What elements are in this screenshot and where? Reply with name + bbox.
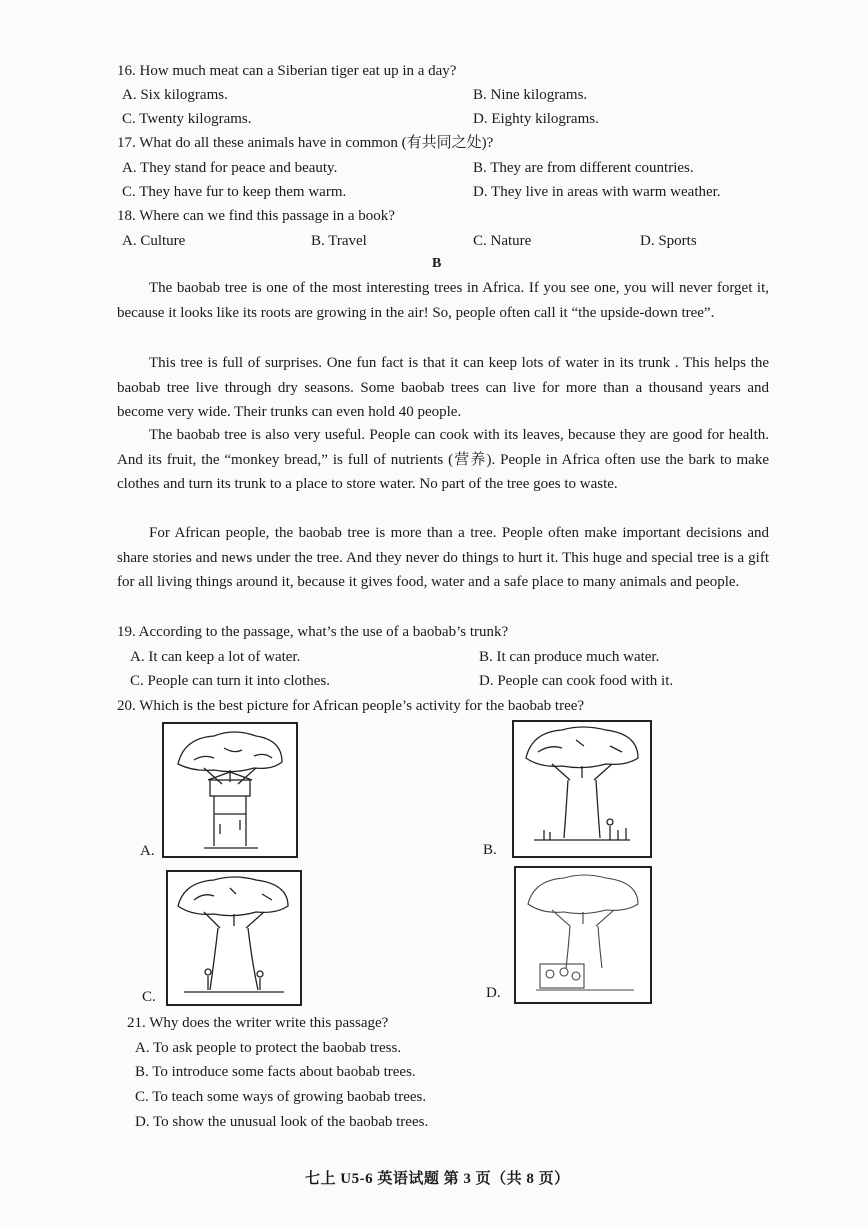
passage-text-3: The baobab tree is also very useful. People can cook with its leaves, because they are good for health. And its fruit, the “monkey bread,” is full of nutrients (营养). People in Africa often use the bark to make clothes and turn its trunk to a place to store water. No part of the tree goes to waste. <box>117 427 769 493</box>
q21-option-a[interactable]: A. To ask people to protect the baobab tress. <box>135 1040 402 1056</box>
passage-paragraph-1 <box>117 276 769 325</box>
question-20: 20. Which is the best picture for African people’s activity for the baobab tree? <box>117 698 585 714</box>
q17-option-b[interactable]: B. They are from different countries. <box>473 160 694 176</box>
q21-option-d[interactable]: D. To show the unusual look of the baobab trees. <box>135 1114 429 1130</box>
baobab-gathering-illustration <box>168 872 300 1004</box>
q17-option-d[interactable]: D. They live in areas with warm weather. <box>473 184 721 200</box>
picture-d-label: D. <box>486 985 501 1001</box>
picture-c-label: C. <box>142 989 156 1005</box>
q18-option-b[interactable]: B. Travel <box>311 233 367 249</box>
q21-option-c[interactable]: C. To teach some ways of growing baobab trees. <box>135 1089 427 1105</box>
baobab-people-illustration <box>514 722 650 856</box>
question-17: 17. What do all these animals have in common (有共同之处)? <box>117 135 494 151</box>
picture-a-label: A. <box>140 843 155 859</box>
q19-option-c[interactable]: C. People can turn it into clothes. <box>130 673 330 689</box>
q21-option-b[interactable]: B. To introduce some facts about baobab trees. <box>135 1064 416 1080</box>
page-footer: 七上 U5-6 英语试题 第 3 页（共 8 页） <box>305 1171 570 1187</box>
picture-c-people-at-trunk[interactable] <box>166 870 302 1006</box>
picture-d-group-at-base[interactable] <box>514 866 652 1004</box>
passage-paragraph-2 <box>117 351 769 425</box>
question-21: 21. Why does the writer write this passage? <box>127 1015 389 1031</box>
passage-paragraph-3 <box>117 423 769 497</box>
q19-option-a[interactable]: A. It can keep a lot of water. <box>130 649 301 665</box>
passage-text-2: This tree is full of surprises. One fun fact is that it can keep lots of water in its trunk . This helps the baobab tree live through dry seasons. Some baobab trees can live for more than a thousand years and become very wide. Their trunks can even hold 40 people. <box>117 355 769 421</box>
q16-option-c[interactable]: C. Twenty kilograms. <box>122 111 252 127</box>
baobab-group-illustration <box>516 868 650 1002</box>
q17-option-a[interactable]: A. They stand for peace and beauty. <box>122 160 338 176</box>
question-18: 18. Where can we find this passage in a book? <box>117 208 395 224</box>
passage-text-4: For African people, the baobab tree is more than a tree. People often make important decisions and share stories and news under the tree. And they never do things to hurt it. This huge and special tree is a gift for all living things around it, because it gives food, water and a safe place to many animals and people. <box>117 525 769 591</box>
q17-option-c[interactable]: C. They have fur to keep them warm. <box>122 184 347 200</box>
q19-option-b[interactable]: B. It can produce much water. <box>479 649 660 665</box>
q18-option-a[interactable]: A. Culture <box>122 233 186 249</box>
passage-text-1: The baobab tree is one of the most interesting trees in Africa. If you see one, you will never forget it, because it looks like its roots are growing in the air! So, people often call it “the upside-down tree”. <box>117 280 769 321</box>
q16-option-b[interactable]: B. Nine kilograms. <box>473 87 588 103</box>
picture-a-treehouse[interactable] <box>162 722 298 858</box>
picture-b-label: B. <box>483 842 497 858</box>
question-19: 19. According to the passage, what’s the use of a baobab’s trunk? <box>117 624 509 640</box>
q16-option-d[interactable]: D. Eighty kilograms. <box>473 111 599 127</box>
picture-b-people-under-tree[interactable] <box>512 720 652 858</box>
baobab-treehouse-illustration <box>164 724 296 856</box>
q18-option-d[interactable]: D. Sports <box>640 233 697 249</box>
question-16: 16. How much meat can a Siberian tiger eat up in a day? <box>117 63 457 79</box>
passage-paragraph-4 <box>117 521 769 595</box>
section-heading-b: B <box>432 256 442 271</box>
q19-option-d[interactable]: D. People can cook food with it. <box>479 673 674 689</box>
q16-option-a[interactable]: A. Six kilograms. <box>122 87 228 103</box>
q18-option-c[interactable]: C. Nature <box>473 233 532 249</box>
